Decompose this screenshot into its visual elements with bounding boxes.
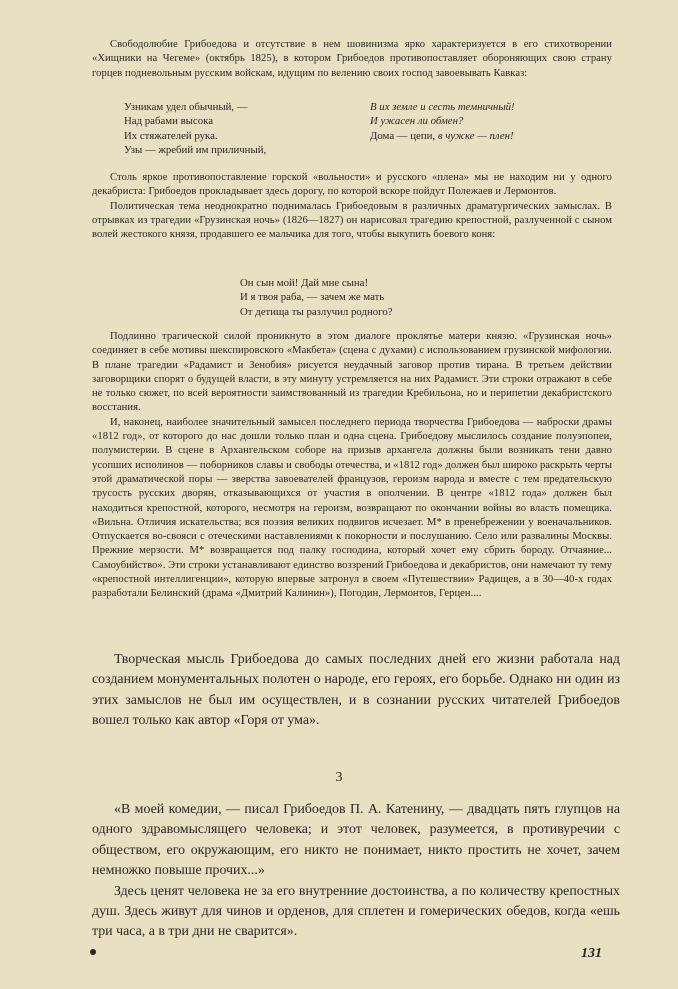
poem-line [370,129,615,143]
poem-line: Узникам удел обычный, — [124,101,248,113]
paragraph: Творческая мысль Грибоедова до самых последних дней его жизни работала над созданием монументальных полотен о народе, его героях, его борьбе. Однако ни один из этих замыслов не был им осуществлен, и в сознании русских читателей Грибоедов вошел только как автор «Горя от ума». [92,652,620,729]
paragraph: Политическая тема неоднократно поднималась Грибоедовым в различных драматургических замыслах. В отрывках из трагедии «Грузинская ночь» (1826—1827) он нарисовал трагедию крепостной, разлученной с сыном волей жестокого князя, продавшего ее мальчика для того, чтобы выкупить боевого коня: [92,200,612,241]
paragraph: И, наконец, наиболее значительный замысел последнего периода творчества Грибоедова — наброски драмы «1812 год», от которого до нас дошли только план и одна сцена. Грибоедову мыслилось создание полуэпопеи, полумистерии. В сцене в Архангельском соборе на призыв архангела должны были возникать тени давно усопших исполинов — поборников славы и свободы отечества, и «1812 год» должен был широко раскрыть черты этой драматической поры — зверства завоевателей французов, героизм народа и вместе с тем предательскую трусость русских дворян, отказывающихся от участия в ополчении. В центре «1812 года» должен был находиться крепостной, которого, несмотря на героизм, возвращают по окончании войны во власть помещика. «Вильна. Отличия искательства; вся поэзия великих подвигов исчезает. М* в пренебрежении у военачальников. Отпускается во-свояси с отеческими наставлениями к покорности и послушанию. Село или развалины Москвы. Прежние мерзости. М* возвращается под палку господина, который хочет ему сбрить бороду. Отчаяние... Самоубийство». Эти строки устанавливают единство воззрений Грибоедова и декабристов, они намечают ту тему «крепостной интеллигенции», которую впервые затронул в своем «Путешествии» Радищев, а в 30—40-х годах разработали Белинский (драма «Дмитрий Калинин»), Погодин, Лермонтов, Герцен.... [92,416,612,600]
poem-line: Их стяжателей рука. [124,129,218,142]
poem-line: Над рабами высока [124,115,213,128]
paragraph-block-intro [92,38,612,81]
footer-bullet-mark [90,949,96,955]
paragraph-block-middle [92,171,612,242]
poem-excerpt-georgian-night [240,276,500,319]
page-number: 131 [581,946,602,961]
poem-line: От детища ты разлучил родного? [240,305,393,318]
poem-column-left [124,100,354,158]
paragraph: Здесь ценят человека не за его внутренние достоинства, а по количеству крепостных душ. Здесь живут для чинов и орденов, для сплетен и гомерических обедов, когда «ешь три часа, а в три дни не сварится». [92,883,620,940]
poem-column-right [370,100,615,143]
paragraph: Свободолюбие Грибоедова и отсутствие в нем шовинизма ярко характеризуется в его стихотворении «Хищники на Чегеме» (октябрь 1825), в котором Грибоедов противопоставляет обороняющих свою страну горцев подневольным русским войскам, идущим по велению своих господ завоевывать Кавказ: [92,39,612,79]
poem-line: И ужасен ли обмен? [370,115,464,128]
poem-line: В их земле и сесть темничный! [370,101,515,113]
paragraph-block-section-3 [92,800,620,943]
paragraph-block-conclusion [92,650,620,732]
paragraph-block-main [92,330,612,602]
paragraph: Подлинно трагической силой проникнуто в этом диалоге проклятье матери князю. «Грузинская ночь» соединяет в себе мотивы шекспировского «Макбета» (сцена с духами) с использованием грузинской мифологии. В плане трагедии «Радамист и Зенобия» рисуется неудачный заговор против тирана. В третьем действии заговорщики спорят о будущей власти, в эту минуту устремляется на них Радамист. Эти строки отражают в себе не только сюжет, по всей вероятности заимствованный из трагедии Кребильона, но и перипетии декабристского восстания. [92,331,612,414]
paragraph: «В моей комедии, — писал Грибоедов П. А. Катенину, — двадцать пять глупцов на одного здравомыслящего человека; и этот человек, разумеется, в противуречии с обществом, его окружающим, его никто не понимает, никто простить не хочет, зачем немножко повыше прочих...» [92,802,620,879]
poem-line: Он сын мой! Дай мне сына! [240,277,369,289]
section-number: 3 [335,770,343,785]
poem-line: Узы — жребий им приличный, [124,144,267,157]
poem-line: И я твоя раба, — зачем же мать [240,291,385,304]
poem-line-part-italic: в чужке — плен! [437,129,514,142]
paragraph: Столь яркое противопоставление горской «вольности» и русского «плена» мы не находим ни у одного декабриста: Грибоедов прокладывает здесь дорогу, по которой вскоре пойдут Полежаев и Лермонтов. [92,172,612,198]
poem-line-part: Дома — цепи, [370,129,438,142]
